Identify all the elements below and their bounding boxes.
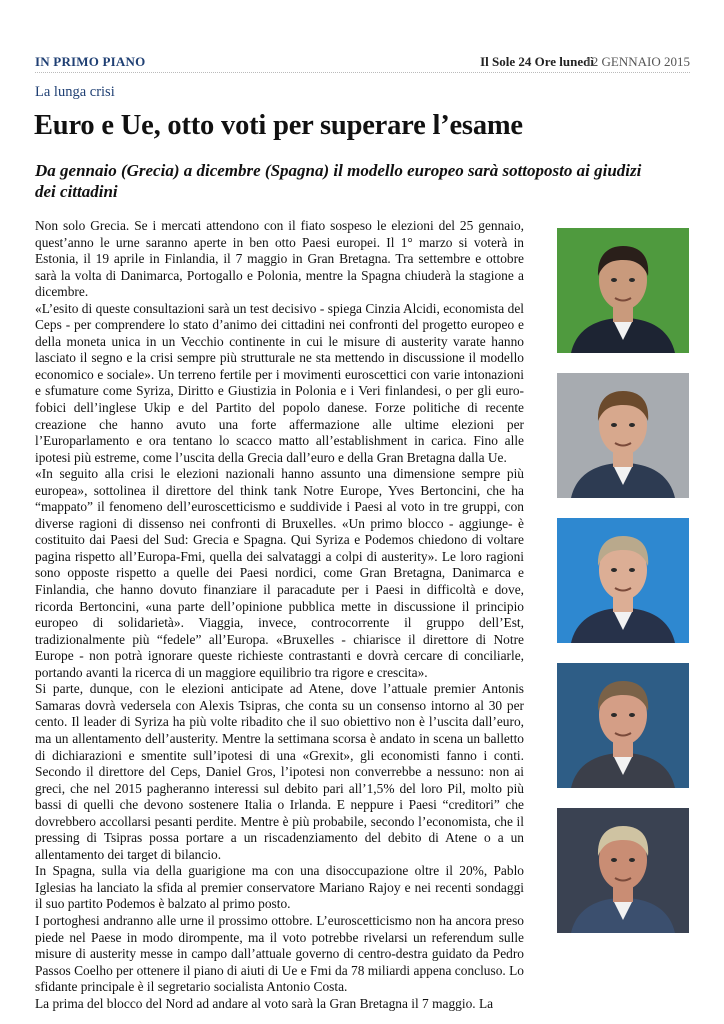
article-body (35, 218, 524, 1012)
portrait-icon (557, 808, 689, 933)
politician-photo-4 (557, 663, 689, 788)
article-paragraph: In Spagna, sulla via della guarigione ma con una disoccupazione oltre il 20%, Pablo Iglesias ha lanciato la sfida al premier conservatore Mariano Rajoy e nei recenti sondaggi il suo partito Podemos è balzato al primo posto. (35, 863, 524, 912)
section-label: IN PRIMO PIANO (35, 54, 146, 69)
portrait-icon (557, 518, 689, 643)
portrait-icon (557, 663, 689, 788)
article-title: Euro e Ue, otto voti per superare l’esame (34, 110, 523, 141)
politician-photo-2 (557, 373, 689, 498)
article-paragraph: I portoghesi andranno alle urne il prossimo ottobre. L’euroscetticismo non ha ancora preso piede nel Paese in modo dirompente, ma il voto potrebbe rivelarsi un referendum sulle misure di austerity messe in campo dall’attuale governo di centro-destra guidato da Pedro Passos Coelho per ottenere il piano di aiuti di Ue e Fmi da 78 miliardi appena concluso. Lo sfidante principale è il segretario socialista Antonio Costa. (35, 912, 524, 995)
portrait-icon (557, 373, 689, 498)
article-paragraph: «In seguito alla crisi le elezioni nazionali hanno assunto una dimensione sempre più europea», sottolinea il direttore del think tank Notre Europe, Yves Bertoncini, che ha “mappato” il fenomeno dell’euroscetticismo e suddivide i Paesi al voto in tre gruppi, con diverse ragioni di dissenso nei confronti di Bruxelles. «Un primo blocco - aggiunge- è costituito dai Paesi del Sud: Grecia e Spagna. Qui Syriza e Podemos chiedono di voltare pagina rispetto all’Europa-Fmi, quella dei salvataggi a colpi di austerity». Le loro ragioni sono opposte rispetto a quelle dei Paesi nordici, come Gran Bretagna, Danimarca e Finlandia, che hanno dovuto finanziare il paracadute per i Paesi in difficoltà e dove, ricorda Bertoncini, «una parte dell’opinione pubblica mette in discussione il principio europeo di solidarietà». Viaggia, invece, controcorrente il gruppo dell’Est, tradizionalmente più “fedele” all’Europa. «Bruxelles - chiarisce il direttore di Notre Europe - non potrà ignorare queste richieste contrastanti e dovrà cercare di conciliarle, portando avanti la ricerca di un maggiore equilibrio tra rigore e crescita». (35, 466, 524, 680)
article-paragraph: La prima del blocco del Nord ad andare al voto sarà la Gran Bretagna il 7 maggio. La (35, 995, 494, 1011)
article-subtitle: Da gennaio (Grecia) a dicembre (Spagna) il modello europeo sarà sottoposto ai giudizi dei cittadini (35, 161, 642, 201)
politician-photo-1 (557, 228, 689, 353)
page-header (35, 52, 690, 73)
article-paragraph: Non solo Grecia. Se i mercati attendono con il fiato sospeso le elezioni del 25 gennaio, quest’anno le urne saranno aperte in ben otto Paesi europei. Il 1° marzo si voterà in Estonia, il 19 aprile in Finlandia, il 7 maggio in Gran Bretagna. Tra settembre e ottobre sarà la volta di Danimarca, Portogallo e Polonia, mentre la Spagna chiuderà la stagione a dicembre. (35, 218, 524, 300)
politician-photo-5 (557, 808, 689, 933)
article-paragraph: «L’esito di queste consultazioni sarà un test decisivo - spiega Cinzia Alcidi, economista del Ceps - per comprendere lo stato d’animo dei cittadini nei confronti del progetto europeo e della moneta unica in un Vecchio continente in cui le misure di austerity varate hanno lasciato il segno e la crisi sempre più strutturale ne sta mettendo in discussione il modello economico e sociale». Un terreno fertile per i movimenti euroscettici con varie intonazioni e sfumature come Syriza, Diritto e Giustizia in Polonia e i Veri finlandesi, o per gli euro-fobici dell’inglese Ukip e del Partito del popolo danese. Forze politiche di recente creazione che hanno avuto una forte affermazione alle ultime elezioni per l’Europarlamento e ora tentano lo scacco matto all’establishment in carica. Fino alle ipotesi più estreme, come l’uscita della Grecia dall’euro e della Gran Bretagna dalla Ue. (35, 300, 524, 465)
politician-photo-3 (557, 518, 689, 643)
article-paragraph: Si parte, dunque, con le elezioni anticipate ad Atene, dove l’attuale premier Antonis Samaras dovrà vedersela con Alexis Tsipras, che conta su un consenso intorno al 30 per cento. Il leader di Syriza ha più volte ribadito che il suo obiettivo non è l’uscita dall’euro, ma un allentamento dell’austerity. Mentre la settimana scorsa è andato in scena un balletto di dichiarazioni e smentite sull’ipotesi di una «Grexit», gli economisti fanno i conti. Secondo il direttore del Ceps, Daniel Gros, l’ipotesi non converrebbe a nessuno: non ai greci, che nel 2015 pagheranno interessi sul debito pari all’1,5% del loro Pil, molto più bassi di quelli che devono sostenere Italia o Irlanda. E neppure i Paesi “creditori” che dovrebbero accollarsi pesanti perdite. Mentre è più probabile, secondo l’economista, che il pressing di Tsipras possa portare a un riscadenziamento del debito di Atene o a un allentamento dei target di bilancio. (35, 681, 524, 862)
publication-date: 12 GENNAIO 2015 (585, 54, 690, 69)
portrait-icon (557, 228, 689, 353)
masthead: Il Sole 24 Ore lunedì (480, 54, 594, 69)
kicker: La lunga crisi (35, 84, 115, 100)
